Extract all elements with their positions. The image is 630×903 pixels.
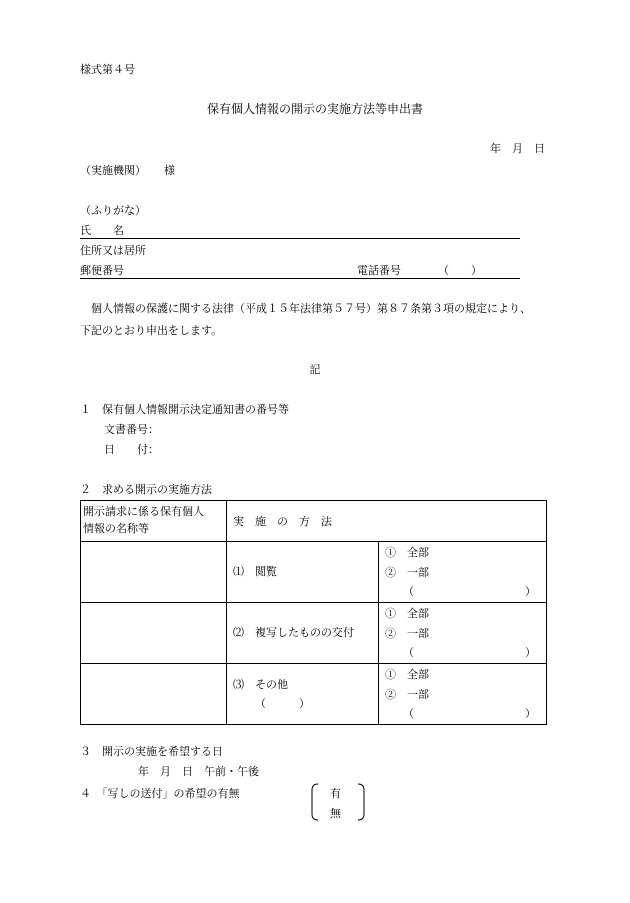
left-bracket-icon [312,784,318,820]
part-paren-open: （ [403,646,414,659]
section2-heading: ２ 求める開示の実施方法 [80,483,212,496]
option-part[interactable]: ② 一部 [385,627,429,640]
scope-cell [379,603,547,664]
option-all[interactable]: ① 全部 [385,546,429,559]
date-line: 年 月 日 [490,142,545,155]
other-method-paren[interactable]: （ ） [255,697,310,710]
part-paren-close: ） [525,585,536,598]
info-name-cell[interactable] [81,542,227,603]
table-row [81,664,547,725]
right-bracket-icon [358,784,364,820]
statement-line-2: 下記のとおり申出をします。 [80,324,223,337]
part-paren-open: （ [403,585,414,598]
method-cell: ⑶ その他 （ ） [227,664,379,725]
postal-phone-underline [80,278,520,279]
table-header-row [81,501,547,542]
part-paren-close: ） [525,707,536,720]
form-number: 様式第４号 [80,63,135,76]
part-paren-open: （ [403,707,414,720]
header-info-name: 開示請求に係る保有個人 情報の名称等 [81,501,227,542]
option-all[interactable]: ① 全部 [385,607,429,620]
doc-number-label: 文書番号： [104,423,159,436]
recipient-honorific: 様 [164,164,175,177]
header-method: 実 施 の 方 法 [227,501,547,542]
info-name-cell[interactable] [81,664,227,725]
table-row [81,603,547,664]
postal-label: 郵便番号 [80,264,124,277]
statement-paragraph [80,298,560,342]
part-paren-close: ） [525,646,536,659]
section3-heading: ３ 開示の実施を希望する日 [80,745,223,758]
notice-date-label: 日 付： [104,443,159,456]
section4-heading: ４ 「写しの送付」の希望の有無 [80,787,240,800]
option-part[interactable]: ② 一部 [385,566,429,579]
phone-label: 電話番号 [357,264,401,277]
option-part[interactable]: ② 一部 [385,688,429,701]
section1-heading: １ 保有個人情報開示決定通知書の番号等 [80,403,289,416]
scope-cell [379,542,547,603]
option-yes[interactable]: 有 [330,787,341,800]
scope-cell [379,664,547,725]
method-cell: ⑴ 閲覧 [227,542,379,603]
option-all[interactable]: ① 全部 [385,668,429,681]
method-cell: ⑵ 複写したものの交付 [227,603,379,664]
ki-marker: 記 [309,363,321,376]
info-name-cell[interactable] [81,603,227,664]
option-no[interactable]: 無 [330,807,341,820]
document-title: 保有個人情報の開示の実施方法等申出書 [206,102,423,116]
furigana-label: （ふりがな） [80,204,146,217]
name-underline [80,238,520,239]
table-row [81,542,547,603]
address-label: 住所又は居所 [80,244,146,257]
name-label: 氏 名 [80,224,124,237]
statement-line-1: 個人情報の保護に関する法律（平成１５年法律第５７号）第８７条第３項の規定により、 [91,302,531,315]
methods-table [80,500,547,725]
preferred-date-line[interactable]: 年 月 日 午前・午後 [138,765,259,778]
recipient-agency: （実施機関） [80,164,146,177]
phone-paren: （ ） [438,264,482,277]
